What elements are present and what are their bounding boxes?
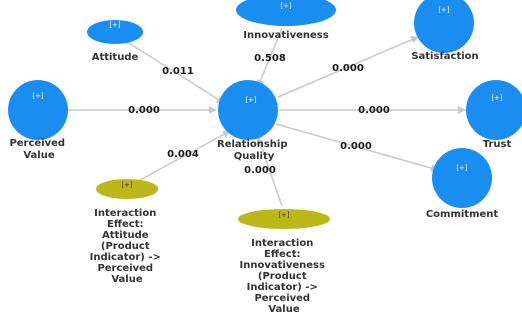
relationship-quality-circle[interactable] <box>218 80 278 140</box>
node-attitude[interactable] <box>87 20 143 63</box>
commitment-circle[interactable] <box>432 148 492 208</box>
coef-rq-trust: 0.000 <box>358 105 390 116</box>
label-line: Innovativeness <box>243 30 329 41</box>
satisfaction-label <box>411 51 478 62</box>
coef-innovativeness-rq: 0.508 <box>254 53 286 64</box>
expand-icon[interactable]: [+] <box>121 181 133 189</box>
interaction-attitude-label <box>90 208 165 285</box>
node-satisfaction[interactable] <box>411 0 478 62</box>
coef-attitude-rq: 0.011 <box>162 66 194 77</box>
expand-icon[interactable]: [+] <box>278 211 290 219</box>
label-line: (Product <box>100 241 150 252</box>
label-line: Trust <box>482 139 512 150</box>
coef-perceived-value-rq: 0.000 <box>128 105 160 116</box>
trust-label <box>483 139 512 150</box>
node-interaction-attitude[interactable] <box>90 179 165 285</box>
label-line: (Product <box>257 271 307 282</box>
label-line: Relationship <box>217 139 288 150</box>
label-line: Attitude <box>101 230 149 241</box>
node-commitment[interactable] <box>426 148 499 220</box>
label-line: Indicator) -> <box>246 282 318 293</box>
label-line: Perceived <box>97 263 154 274</box>
expand-icon[interactable]: [+] <box>32 92 44 100</box>
label-line: Value <box>268 304 300 313</box>
label-line: Value <box>111 274 143 285</box>
expand-icon[interactable]: [+] <box>491 94 503 102</box>
node-innovativeness[interactable] <box>236 0 336 41</box>
expand-icon[interactable]: [+] <box>245 96 257 104</box>
label-line: Interaction <box>94 208 157 219</box>
expand-icon[interactable]: [+] <box>456 164 468 172</box>
innovativeness-label <box>243 30 328 41</box>
label-line: Commitment <box>425 209 499 220</box>
coef-rq-commitment: 0.000 <box>340 141 372 152</box>
coef-interaction-attitude-rq: 0.004 <box>167 149 199 160</box>
label-line: Interaction <box>251 238 314 249</box>
node-trust[interactable] <box>466 80 522 150</box>
commitment-label <box>426 209 499 220</box>
label-line: Perceived <box>9 138 66 149</box>
coef-rq-satisfaction: 0.000 <box>332 63 364 74</box>
label-line: Satisfaction <box>411 51 479 62</box>
node-perceived-value[interactable] <box>8 80 69 161</box>
expand-icon[interactable]: [+] <box>280 2 292 10</box>
attitude-label <box>92 52 139 63</box>
label-line: Value <box>23 150 55 161</box>
perceived-value-label <box>9 138 68 161</box>
label-line: Attitude <box>91 52 139 63</box>
label-line: Effect: <box>264 249 301 260</box>
interaction-innovativeness-label <box>240 238 329 313</box>
label-line: Effect: <box>107 219 144 230</box>
label-line: Quality <box>233 151 275 162</box>
label-line: Indicator) -> <box>89 252 161 263</box>
trust-circle[interactable] <box>466 80 522 140</box>
expand-icon[interactable]: [+] <box>109 21 121 29</box>
coef-interaction-innovativeness-rq: 0.000 <box>244 165 276 176</box>
relationship-quality-label <box>217 139 291 162</box>
label-line: Innovativeness <box>239 260 325 271</box>
perceived-value-circle[interactable] <box>8 80 68 140</box>
expand-icon[interactable]: [+] <box>438 6 450 14</box>
node-relationship-quality[interactable] <box>217 80 291 162</box>
node-interaction-innovativeness[interactable] <box>238 209 330 313</box>
label-line: Perceived <box>254 293 311 304</box>
